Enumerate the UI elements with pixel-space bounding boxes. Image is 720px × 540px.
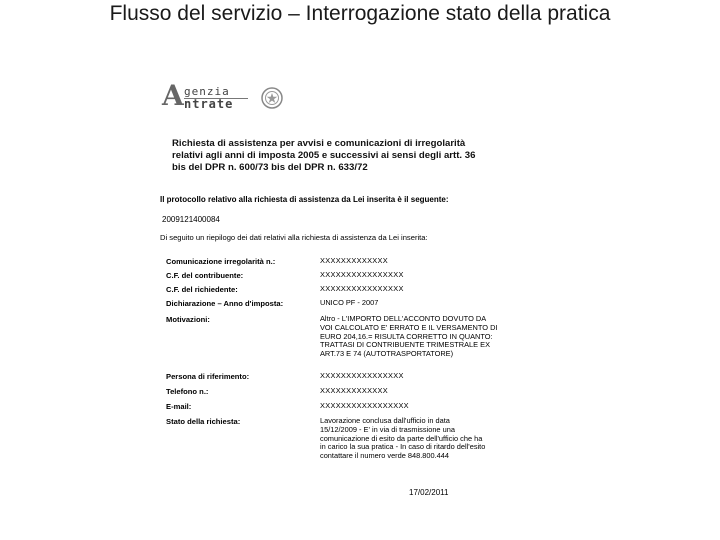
logo-letter-a: A [162, 79, 184, 112]
agenzia-entrate-logo [158, 79, 278, 112]
comunicazione-value: XXXXXXXXXXXXX [320, 256, 388, 265]
motivazioni-value [320, 315, 497, 359]
email-value: XXXXXXXXXXXXXXXXX [320, 401, 409, 410]
document-title-line: Richiesta di assistenza per avvisi e comunicazioni di irregolarità [172, 138, 466, 149]
cf-contribuente-value: XXXXXXXXXXXXXXXX [320, 270, 404, 279]
cf-richiedente-label: C.F. del richiedente: [166, 285, 238, 294]
document-date: 17/02/2011 [409, 488, 449, 497]
motivazioni-line: VOI CALCOLATO E' ERRATO E IL VERSAMENTO DI [320, 322, 498, 332]
email-label: E-mail: [166, 402, 192, 411]
motivazioni-line: TRATTASI DI CONTRIBUENTE TRIMESTRALE EX [320, 340, 491, 350]
document-title-line: bis del DPR n. 600/73 bis del DPR n. 633/72 [172, 162, 368, 173]
document-title-line: relativi agli anni di imposta 2005 e successivi ai sensi degli artt. 36 [172, 150, 476, 161]
persona-value: XXXXXXXXXXXXXXXX [320, 371, 404, 380]
comunicazione-label: Comunicazione irregolarità n.: [166, 257, 276, 266]
protocol-number: 2009121400084 [162, 215, 220, 224]
stato-line: comunicazione di esito da parte dell'ufficio che ha [320, 433, 483, 443]
document-screenshot [146, 70, 546, 510]
stato-label: Stato della richiesta: [166, 417, 241, 426]
logo-text-line1: genzia [184, 85, 230, 98]
telefono-label: Telefono n.: [166, 387, 209, 396]
motivazioni-line: ART.73 E 74 (AUTOTRASPORTATORE) [320, 349, 454, 359]
cf-contribuente-label: C.F. del contribuente: [166, 271, 244, 280]
logo-text-line2: ntrate [184, 97, 234, 111]
persona-label: Persona di riferimento: [166, 372, 250, 381]
stato-line: Lavorazione conclusa dall'ufficio in data [320, 416, 450, 425]
stato-line: 15/12/2009 - E' in via di trasmissione una [320, 424, 455, 434]
stato-value [320, 417, 485, 461]
dichiarazione-label: Dichiarazione – Anno d'imposta: [166, 299, 284, 308]
motivazioni-label: Motivazioni: [166, 315, 210, 324]
stato-line: in carico la sua pratica - In caso di ritardo dell'esito [320, 442, 486, 452]
summary-text: Di seguito un riepilogo dei dati relativi alla richiesta di assistenza da Lei inserita: [160, 233, 428, 242]
slide-title: Flusso del servizio – Interrogazione stato della pratica [109, 2, 611, 25]
motivazioni-line: Altro - L'IMPORTO DELL'ACCONTO DOVUTO DA [320, 314, 487, 323]
telefono-value: XXXXXXXXXXXXX [320, 386, 388, 395]
stato-line: contattare il numero verde 848.800.444 [320, 451, 450, 461]
cf-richiedente-value: XXXXXXXXXXXXXXXX [320, 284, 404, 293]
republic-emblem-icon [260, 86, 284, 110]
protocol-label: Il protocollo relativo alla richiesta di assistenza da Lei inserita è il seguente: [160, 195, 449, 204]
motivazioni-line: EURO 204,16.= RISULTA CORRETTO IN QUANTO: [320, 331, 493, 341]
dichiarazione-value: UNICO PF - 2007 [320, 298, 379, 307]
document-title [172, 138, 542, 174]
